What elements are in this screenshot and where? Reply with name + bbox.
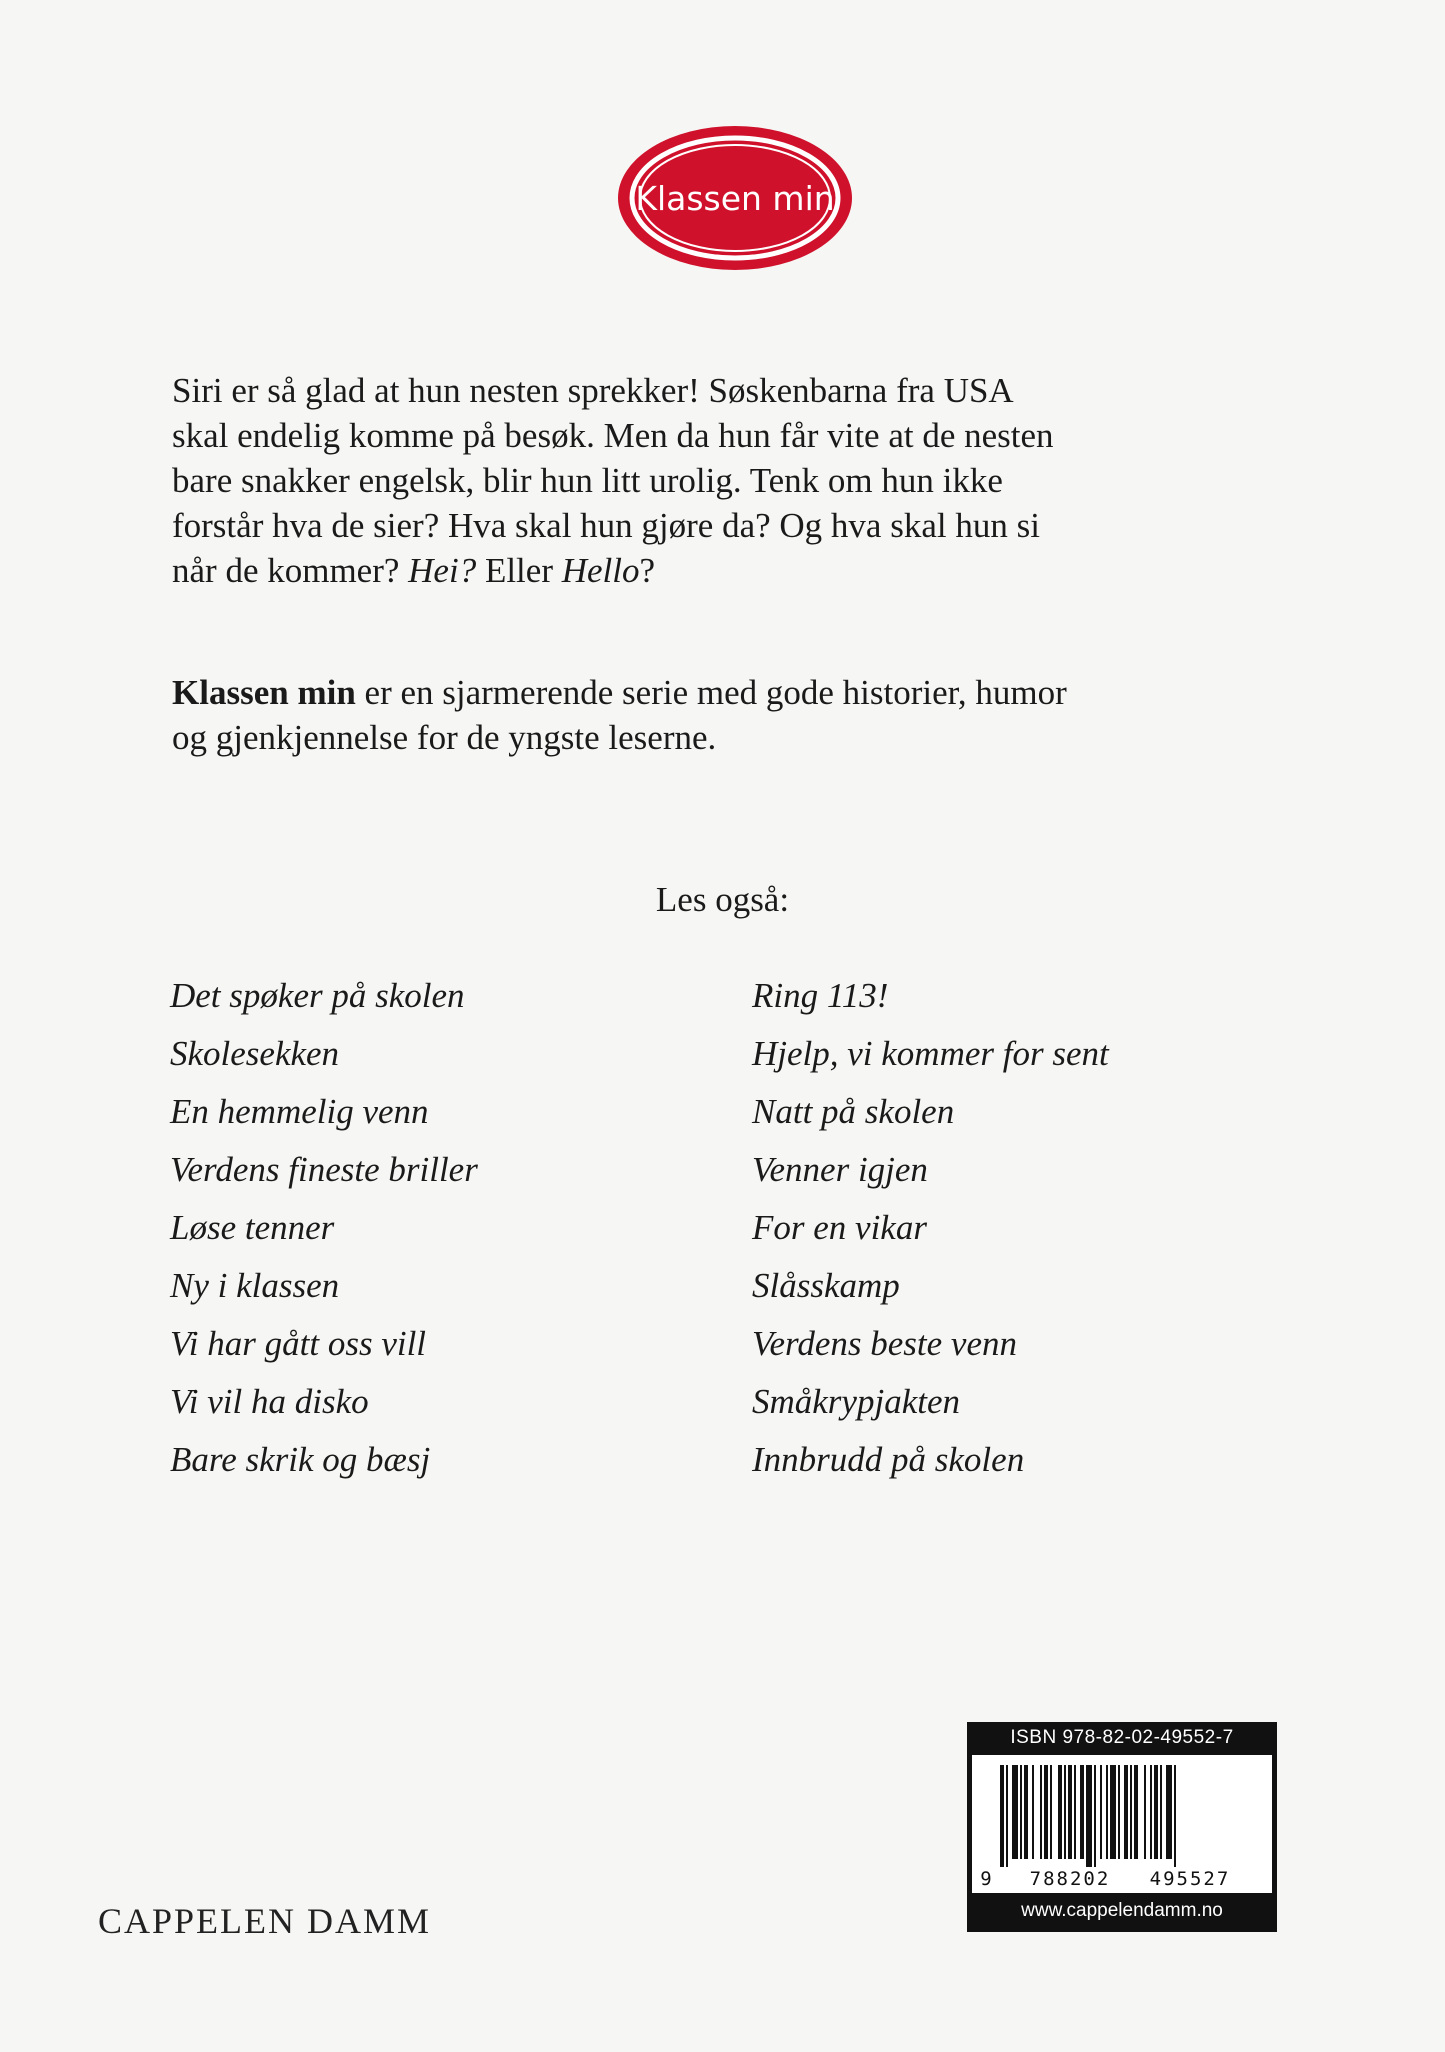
book-title: Innbrudd på skolen (752, 1440, 1025, 1479)
barcode-bar (1006, 1765, 1008, 1867)
book-title: Ny i klassen (170, 1266, 340, 1305)
book-title: Vi vil ha disko (170, 1382, 369, 1421)
barcode-bar (1144, 1765, 1146, 1859)
publisher-logo: CAPPELEN DAMM (98, 1901, 432, 1941)
barcode-bar (1160, 1765, 1162, 1859)
isbn-number: ISBN 978-82-02-49552-7 (1010, 1727, 1234, 1748)
barcode-bar (1100, 1765, 1102, 1859)
hello-word: Hello (561, 551, 640, 590)
book-title: Verdens beste venn (752, 1324, 1017, 1363)
barcode-bar (1068, 1765, 1072, 1859)
barcode-bars (972, 1755, 1272, 1893)
book-title: Natt på skolen (752, 1092, 955, 1131)
blurb-paragraph (172, 368, 1302, 593)
barcode-digits-group1: 788202 (1029, 1868, 1111, 1890)
book-title: Venner igjen (752, 1150, 928, 1189)
barcode-bar (1134, 1765, 1138, 1859)
book-title: Bare skrik og bæsj (170, 1440, 431, 1479)
blurb-line: skal endelig komme på besøk. Men da hun får vite at de nesten (172, 416, 1054, 455)
book-title: En hemmelig venn (170, 1092, 429, 1131)
hei-word: Hei? (408, 551, 477, 590)
barcode-bar (1118, 1765, 1120, 1859)
barcode-bar (1110, 1765, 1116, 1859)
les-ogsa-heading: Les også: (655, 880, 790, 919)
barcode-digits-group2: 495527 (1149, 1868, 1231, 1890)
barcode-bar (1024, 1765, 1028, 1859)
titles-right-column (752, 972, 1109, 1494)
isbn-barcode-block (967, 1722, 1277, 1932)
barcode-bar (1012, 1765, 1018, 1859)
series-line: og gjenkjennelse for de yngste leserne. (172, 718, 717, 757)
blurb-line: Siri er så glad at hun nesten sprekker! Søskenbarna fra USA (172, 371, 1014, 410)
barcode-bar (1064, 1765, 1066, 1859)
barcode-bar (1020, 1765, 1022, 1859)
book-title: Hjelp, vi kommer for sent (752, 1034, 1109, 1073)
blurb-line-last: når de kommer? Hei? Eller Hello? (172, 551, 656, 590)
book-title: Skolesekken (170, 1034, 340, 1073)
barcode-bar (1050, 1765, 1052, 1859)
book-title: Løse tenner (170, 1208, 335, 1247)
klassen-min-logo (610, 118, 860, 278)
barcode-bar (1074, 1765, 1076, 1859)
book-title: Verdens fineste briller (170, 1150, 478, 1189)
barcode-bar (1032, 1765, 1034, 1859)
barcode-bar (1124, 1765, 1128, 1859)
blurb-line: forstår hva de sier? Hva skal hun gjøre da? Og hva skal hun si (172, 506, 1040, 545)
barcode-bar (1154, 1765, 1158, 1859)
barcode-bar (1094, 1765, 1096, 1867)
barcode-bar (1174, 1765, 1176, 1867)
book-title: Vi har gått oss vill (170, 1324, 427, 1363)
barcode-bar (1106, 1765, 1108, 1859)
barcode-bar (1166, 1765, 1172, 1859)
publisher-url: www.cappelendamm.no (1021, 1900, 1223, 1921)
barcode-bar (1080, 1765, 1084, 1859)
book-title: Ring 113! (752, 976, 889, 1015)
barcode-bar (1040, 1765, 1042, 1859)
barcode-bar (1044, 1765, 1048, 1859)
barcode-bar (1150, 1765, 1152, 1859)
series-description: Klassen min er en sjarmerende serie med gode historier, humor og gjenkjennelse for de yngste leserne. (172, 670, 1302, 760)
logo-text: Klassen min (635, 179, 835, 218)
book-title: Småkrypjakten (752, 1382, 960, 1421)
barcode-bar (1086, 1765, 1092, 1867)
series-name: Klassen min (172, 673, 356, 712)
titles-left-column (170, 972, 478, 1494)
book-title: Slåsskamp (752, 1266, 900, 1305)
barcode (972, 1755, 1272, 1893)
barcode-bar (1058, 1765, 1062, 1859)
book-title: Det spøker på skolen (170, 976, 465, 1015)
barcode-bar (1130, 1765, 1132, 1859)
barcode-bar (1000, 1765, 1004, 1867)
barcode-digit-first: 9 (980, 1868, 992, 1890)
blurb-line: bare snakker engelsk, blir hun litt urolig. Tenk om hun ikke (172, 461, 1003, 500)
book-title: For en vikar (752, 1208, 927, 1247)
